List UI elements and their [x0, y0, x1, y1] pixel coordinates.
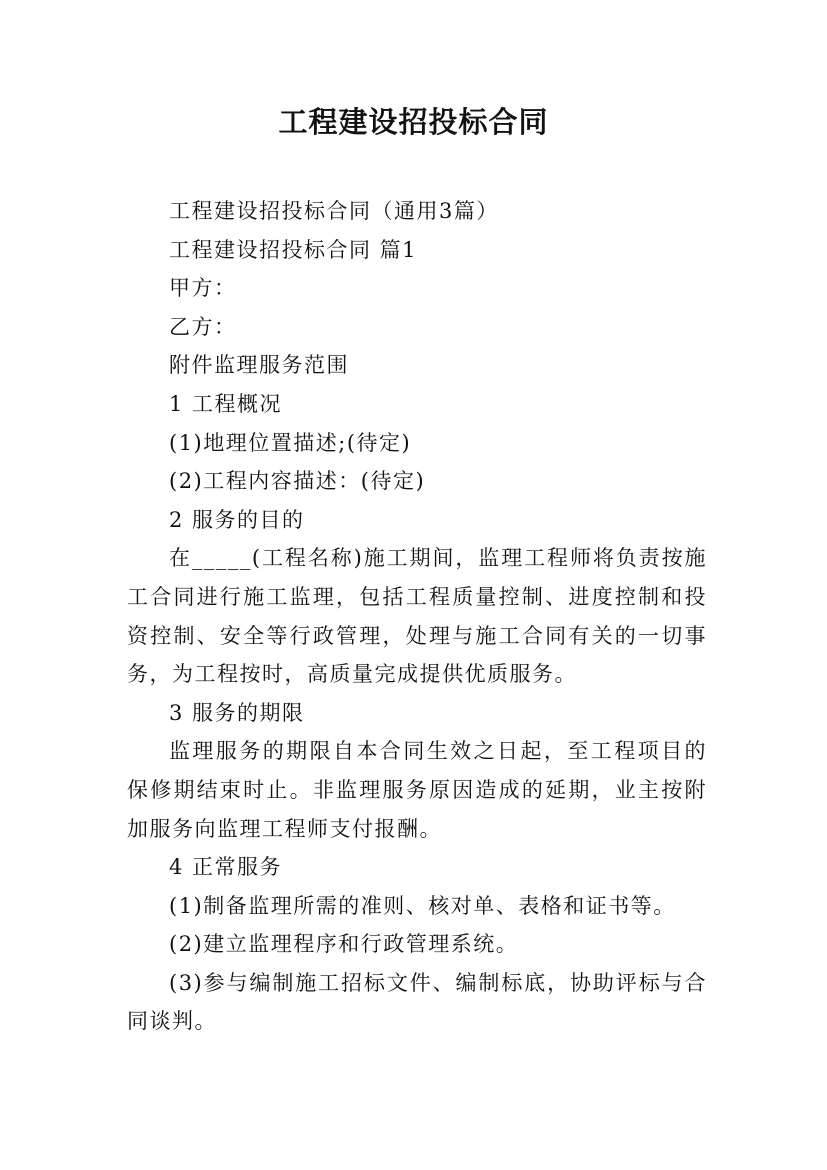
document-body [127, 192, 707, 1041]
paragraph-service-item-1: (1)制备监理所需的准则、核对单、表格和证书等。 [169, 893, 676, 918]
paragraph-service-item-3: (3)参与编制施工招标文件、编制标底，协助评标与合同谈判。 [127, 970, 707, 1034]
paragraph-party-a: 甲方： [169, 276, 237, 301]
paragraph-attachment-heading: 附件监理服务范围 [169, 353, 349, 378]
paragraph-service-item-2: (2)建立监理程序和行政管理系统。 [169, 932, 519, 957]
document-title: 工程建设招投标合同 [278, 105, 549, 139]
paragraph-service-purpose: 在_____(工程名称)施工期间，监理工程师将负责按施工合同进行施工监理，包括工程质量控制、进度控制和投资控制、安全等行政管理，处理与施工合同有关的一切事务，为工程按时，高质量完成提供优质服务。 [127, 546, 707, 687]
paragraph-service-period: 监理服务的期限自本合同生效之日起，至工程项目的保修期结束时止。非监理服务原因造成的延期，业主按附加服务向监理工程师支付报酬。 [127, 739, 707, 841]
paragraph-content: (2)工程内容描述：(待定) [169, 469, 426, 494]
paragraph-collection-title: 工程建设招投标合同（通用3篇） [169, 199, 499, 223]
paragraph-article-heading: 工程建设招投标合同 篇1 [169, 237, 418, 262]
paragraph-section-1-heading: 1 工程概况 [169, 391, 283, 416]
paragraph-location: (1)地理位置描述;(待定) [169, 430, 412, 455]
paragraph-section-4-heading: 4 正常服务 [169, 855, 283, 880]
paragraph-section-2-heading: 2 服务的目的 [169, 507, 305, 532]
paragraph-section-3-heading: 3 服务的期限 [169, 700, 305, 725]
paragraph-party-b: 乙方： [169, 314, 237, 339]
